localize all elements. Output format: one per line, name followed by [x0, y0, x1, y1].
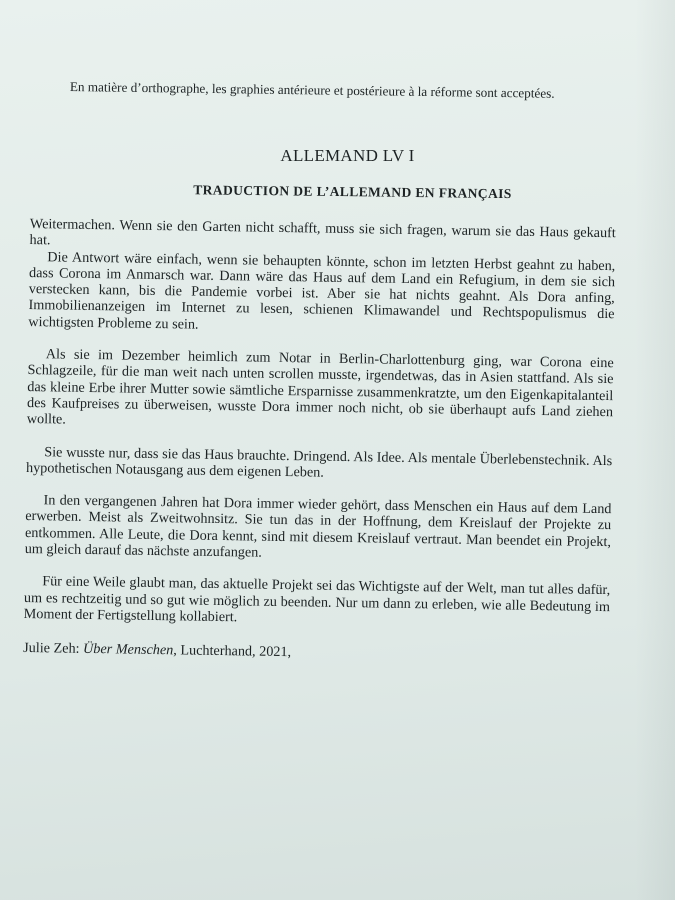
page-edge-shadow — [635, 0, 675, 900]
orthography-note: En matière d’orthographe, les graphies antérieure et postérieure à la réforme sont acceptées. — [69, 78, 555, 101]
source-author: Julie Zeh: — [23, 640, 80, 658]
source-citation — [23, 640, 609, 665]
source-book-title: Über Menschen — [82, 641, 174, 659]
section-title: TRADUCTION DE L’ALLEMAND EN FRANÇAIS — [193, 182, 512, 202]
paragraph-3: Als sie im Dezember heimlich zum Notar in Berlin-Charlottenburg ging, war Corona eine Schlagzeile, für die man weit nach unten scrollen musste, irgendetwas, das in Asien stattfand. Als sie das kleine Erbe ihrer Mutter sowie sämtliche Ersparnisse zusammenkratzte, um den Eigenkapitalanteil des Kaufpreises zu überweisen, wusste Dora immer noch nicht, ob sie überhaupt aufs Land ziehen wollte. — [26, 346, 614, 428]
paragraph-5: In den vergangenen Jahren hat Dora immer wieder gehört, dass Menschen ein Haus auf dem Land erwerben. Meist als Zweitwohnsitz. Sie tun das in der Hoffnung, dem Kreislauf der Projekte zu entkommen. Alle Leute, die Dora kennt, sind mit diesem Kreislauf vertraut. Man beendet ein Projekt, um gleich darauf das nächste anzufangen. — [24, 492, 612, 561]
exam-title: ALLEMAND LV I — [280, 146, 415, 165]
text-body — [23, 216, 616, 666]
paragraph-4: Sie wusste nur, dass sie das Haus brauchte. Dringend. Als Idee. Als mentale Überlebenstechnik. Als hypothetischen Notausgang aus dem eigenen Leben. — [25, 443, 613, 481]
paragraph-1: Weitermachen. Wenn sie den Garten nicht schafft, muss sie sich fragen, warum sie das Haus gekauft hat. — [29, 216, 616, 249]
paragraph-6: Für eine Weile glaubt man, das aktuelle Projekt sei das Wichtigste auf der Welt, man tut alles dafür, um es rechtzeitig und so gut wie möglich zu beenden. Nur um dann zu erleben, wie alle Bedeutung im Moment der Fertigstellung kollabiert. — [23, 573, 611, 626]
paragraph-2: Die Antwort wäre einfach, wenn sie behaupten könnte, schon im letzten Herbst geahnt zu haben, dass Corona im Anmarsch war. Dann wäre das Haus auf dem Land ein Refugium, in dem sie sich verstecken kann, bis die Pandemie vorbei ist. Aber sie hat nichts geahnt. Als Dora anfing, Immobilienanzeigen im Internet zu lesen, schienen Klimawandel und Rechtspopulismus die wichtigsten Probleme zu sein. — [28, 248, 616, 333]
source-publisher: , Luchterhand, 2021, — [173, 642, 292, 661]
